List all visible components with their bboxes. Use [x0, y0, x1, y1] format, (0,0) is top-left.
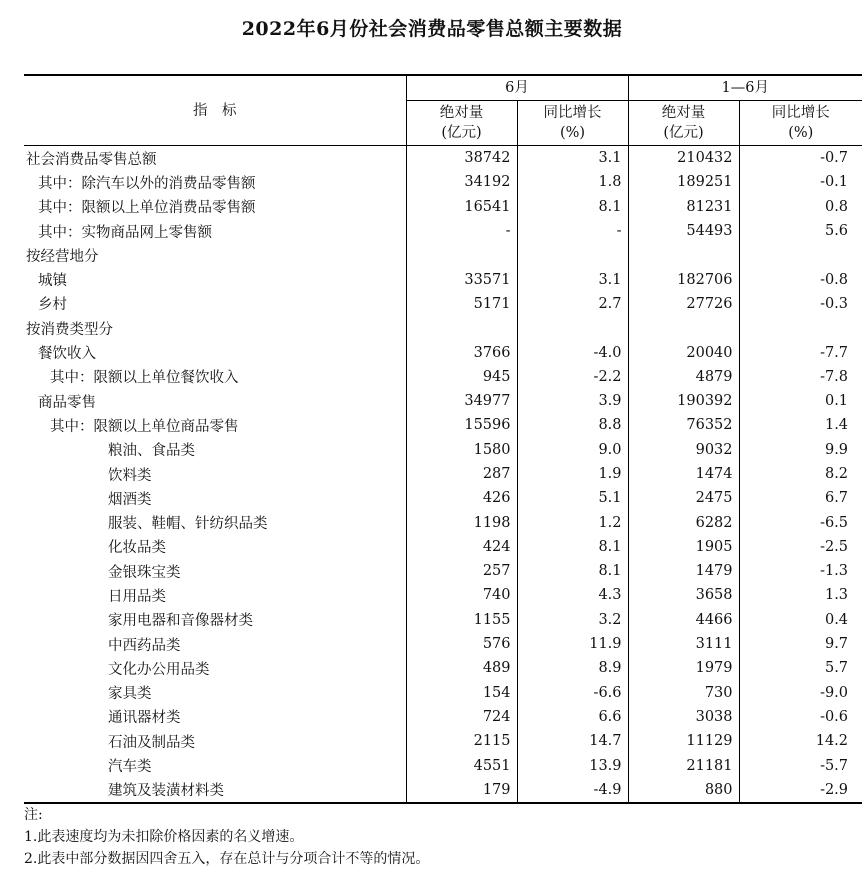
- june-abs-cell: [406, 243, 517, 267]
- ytd-yoy-cell: -6.5: [820, 514, 849, 531]
- table-row: [24, 656, 862, 680]
- june-abs-cell: 179: [406, 778, 517, 803]
- table-row: [24, 681, 862, 705]
- row-label: 按经营地分: [24, 243, 406, 267]
- june-abs-cell: 16541: [406, 195, 517, 219]
- ytd-yoy-cell: 8.2: [824, 466, 849, 482]
- june-yoy-cell: [517, 243, 628, 267]
- ytd-abs-cell: 11129: [628, 729, 739, 753]
- ytd-yoy-cell: [739, 243, 862, 267]
- june-abs-cell: 1155: [406, 608, 517, 632]
- june-yoy-cell: 11.9: [517, 632, 628, 656]
- row-label: 服装、鞋帽、针纺织品类: [24, 510, 406, 534]
- table-row: [24, 729, 862, 753]
- row-label: 饮料类: [24, 462, 406, 486]
- table-row: [24, 267, 862, 291]
- june-abs-cell: 740: [406, 583, 517, 607]
- june-yoy-cell: -4.0: [517, 340, 628, 364]
- june-abs-cell: 257: [406, 559, 517, 583]
- row-label: 通讯器材类: [24, 705, 406, 729]
- june-abs-cell: -: [406, 219, 517, 243]
- june-yoy-cell: 8.9: [517, 656, 628, 680]
- june-yoy-cell: 3.9: [517, 389, 628, 413]
- ytd-yoy-cell: -0.7: [820, 150, 849, 167]
- june-abs-cell: 34192: [406, 170, 517, 194]
- row-label: 石油及制品类: [24, 729, 406, 753]
- table-row: [24, 292, 862, 316]
- ytd-abs-cell: 6282: [628, 510, 739, 534]
- ytd-abs-cell: 21181: [628, 753, 739, 777]
- june-yoy-cell: 1.9: [517, 462, 628, 486]
- ytd-abs-cell: 3038: [628, 705, 739, 729]
- june-abs-cell: 3766: [406, 340, 517, 364]
- june-yoy-cell: 13.9: [517, 753, 628, 777]
- ytd-abs-cell: 730: [628, 681, 739, 705]
- ytd-abs-cell: 3111: [628, 632, 739, 656]
- june-abs-cell: 287: [406, 462, 517, 486]
- june-abs-cell: 154: [406, 681, 517, 705]
- note-1: 1.此表速度均为未扣除价格因素的名义增速。: [24, 829, 304, 845]
- ytd-abs-cell: 81231: [628, 195, 739, 219]
- table-row: [24, 219, 862, 243]
- page-title: 2022年6月份社会消费品零售总额主要数据: [241, 18, 623, 40]
- june-yoy-cell: 8.1: [517, 535, 628, 559]
- june-abs-cell: 424: [406, 535, 517, 559]
- row-label: 金银珠宝类: [24, 559, 406, 583]
- ytd-yoy-cell: 0.1: [824, 393, 849, 410]
- retail-sales-table: [24, 74, 862, 804]
- jan-jun-header: 1—6月: [628, 75, 862, 101]
- ytd-yoy-cell: -1.3: [820, 563, 849, 580]
- ytd-abs-cell: 189251: [628, 170, 739, 194]
- june-yoy-cell: 9.0: [517, 438, 628, 462]
- table-row: [24, 632, 862, 656]
- table-row: [24, 243, 862, 267]
- ytd-yoy-cell: -2.9: [739, 778, 862, 803]
- june-abs-header: 绝对量 (亿元): [406, 101, 517, 146]
- june-yoy-cell: -4.9: [517, 778, 628, 803]
- row-label: 中西药品类: [24, 632, 406, 656]
- june-abs-cell: 38742: [406, 146, 517, 171]
- june-yoy-cell: 6.6: [517, 705, 628, 729]
- table-row: [24, 608, 862, 632]
- ytd-abs-cell: [628, 243, 739, 267]
- table-row: [24, 583, 862, 607]
- ytd-abs-cell: 20040: [628, 340, 739, 364]
- june-yoy-cell: [517, 316, 628, 340]
- notes: [24, 804, 429, 870]
- row-label: 按消费类型分: [24, 316, 406, 340]
- ytd-yoy-cell: 0.4: [824, 611, 849, 628]
- ytd-yoy-cell: -0.8: [820, 271, 849, 288]
- table-row: [24, 778, 862, 803]
- ytd-abs-cell: 1479: [628, 559, 739, 583]
- june-abs-cell: [406, 316, 517, 340]
- table-row: [24, 195, 862, 219]
- june-yoy-cell: 8.1: [517, 559, 628, 583]
- ytd-abs-cell: 2475: [628, 486, 739, 510]
- june-yoy-cell: 8.1: [517, 195, 628, 219]
- ytd-yoy-cell: -7.7: [820, 344, 849, 361]
- table-row: [24, 438, 862, 462]
- table-row: [24, 486, 862, 510]
- row-label: 汽车类: [24, 753, 406, 777]
- june-abs-cell: 1580: [406, 438, 517, 462]
- row-label: 家具类: [24, 681, 406, 705]
- june-abs-cell: 576: [406, 632, 517, 656]
- june-abs-cell: 1198: [406, 510, 517, 534]
- row-label: 其中：实物商品网上零售额: [24, 219, 406, 243]
- ytd-abs-cell: 1979: [628, 656, 739, 680]
- june-yoy-cell: 4.3: [517, 583, 628, 607]
- table-body: [24, 146, 862, 804]
- june-abs-cell: 5171: [406, 292, 517, 316]
- ytd-yoy-cell: 9.7: [824, 636, 849, 653]
- ytd-yoy-cell: 0.8: [824, 198, 849, 215]
- row-label: 餐饮收入: [24, 340, 406, 364]
- ytd-abs-cell: 210432: [628, 146, 739, 171]
- row-label: 文化办公用品类: [24, 656, 406, 680]
- june-abs-cell: 2115: [406, 729, 517, 753]
- ytd-yoy-cell: 5.7: [824, 660, 849, 677]
- row-label: 其中：限额以上单位餐饮收入: [24, 365, 406, 389]
- ytd-abs-header: 绝对量 (亿元): [628, 101, 739, 146]
- note-2: 2.此表中部分数据因四舍五入，存在总计与分项合计不等的情况。: [24, 851, 430, 867]
- ytd-yoy-cell: 5.6: [824, 223, 849, 240]
- row-label: 社会消费品零售总额: [24, 146, 406, 171]
- june-abs-cell: 34977: [406, 389, 517, 413]
- table-row: [24, 413, 862, 437]
- ytd-abs-cell: 880: [628, 778, 739, 803]
- ytd-yoy-cell: -2.5: [820, 538, 849, 555]
- row-label: 粮油、食品类: [24, 438, 406, 462]
- ytd-abs-cell: [628, 316, 739, 340]
- june-abs-cell: 724: [406, 705, 517, 729]
- june-yoy-cell: 1.8: [517, 170, 628, 194]
- table-row: [24, 146, 862, 171]
- ytd-abs-cell: 1905: [628, 535, 739, 559]
- table-row: [24, 389, 862, 413]
- ytd-abs-cell: 27726: [628, 292, 739, 316]
- ytd-abs-cell: 54493: [628, 219, 739, 243]
- ytd-yoy-header: 同比增长 (%): [739, 101, 862, 146]
- june-yoy-header: 同比增长 (%): [517, 101, 628, 146]
- june-yoy-cell: 1.2: [517, 510, 628, 534]
- notes-label: 注:: [24, 807, 43, 823]
- table-row: [24, 559, 862, 583]
- row-label: 建筑及装潢材料类: [24, 778, 406, 803]
- row-label: 化妆品类: [24, 535, 406, 559]
- june-abs-cell: 489: [406, 656, 517, 680]
- ytd-yoy-cell: 9.9: [824, 441, 849, 458]
- row-label: 日用品类: [24, 583, 406, 607]
- ytd-yoy-cell: 14.2: [815, 733, 849, 750]
- june-yoy-cell: -: [517, 219, 628, 243]
- row-label: 其中：限额以上单位消费品零售额: [24, 195, 406, 219]
- june-yoy-cell: 3.1: [517, 146, 628, 171]
- ytd-yoy-cell: [739, 316, 862, 340]
- ytd-abs-cell: 76352: [628, 413, 739, 437]
- june-abs-cell: 426: [406, 486, 517, 510]
- june-yoy-cell: -2.2: [517, 365, 628, 389]
- row-label: 城镇: [24, 267, 406, 291]
- ytd-yoy-cell: -0.3: [820, 295, 849, 312]
- ytd-yoy-cell: 1.4: [824, 417, 849, 434]
- ytd-abs-cell: 4466: [628, 608, 739, 632]
- ytd-yoy-cell: -5.7: [820, 757, 849, 774]
- ytd-yoy-cell: -0.6: [820, 708, 849, 725]
- june-header: 6月: [406, 75, 628, 101]
- indicator-header: 指 标: [24, 75, 406, 146]
- ytd-abs-cell: 4879: [628, 365, 739, 389]
- table-row: [24, 510, 862, 534]
- row-label: 家用电器和音像器材类: [24, 608, 406, 632]
- table-row: [24, 170, 862, 194]
- ytd-abs-cell: 9032: [628, 438, 739, 462]
- june-abs-cell: 945: [406, 365, 517, 389]
- ytd-abs-cell: 182706: [628, 267, 739, 291]
- june-yoy-cell: 3.1: [517, 267, 628, 291]
- ytd-yoy-cell: -7.8: [820, 368, 849, 385]
- row-label: 烟酒类: [24, 486, 406, 510]
- ytd-yoy-cell: -9.0: [820, 684, 849, 701]
- table-row: [24, 705, 862, 729]
- ytd-abs-cell: 190392: [628, 389, 739, 413]
- ytd-yoy-cell: -0.1: [820, 174, 849, 191]
- table-row: [24, 535, 862, 559]
- table-row: [24, 753, 862, 777]
- ytd-abs-cell: 3658: [628, 583, 739, 607]
- june-yoy-cell: -6.6: [517, 681, 628, 705]
- june-abs-cell: 4551: [406, 753, 517, 777]
- june-yoy-cell: 5.1: [517, 486, 628, 510]
- ytd-yoy-cell: 1.3: [824, 587, 849, 604]
- june-yoy-cell: 2.7: [517, 292, 628, 316]
- june-abs-cell: 33571: [406, 267, 517, 291]
- row-label: 乡村: [24, 292, 406, 316]
- ytd-abs-cell: 1474: [628, 462, 739, 486]
- ytd-yoy-cell: 6.7: [824, 490, 849, 507]
- june-abs-cell: 15596: [406, 413, 517, 437]
- table-row: [24, 316, 862, 340]
- table-row: [24, 340, 862, 364]
- row-label: 商品零售: [24, 389, 406, 413]
- june-yoy-cell: 3.2: [517, 608, 628, 632]
- june-yoy-cell: 14.7: [517, 729, 628, 753]
- row-label: 其中：除汽车以外的消费品零售额: [24, 170, 406, 194]
- row-label: 其中：限额以上单位商品零售: [24, 413, 406, 437]
- table-row: [24, 462, 862, 486]
- june-yoy-cell: 8.8: [517, 413, 628, 437]
- table-row: [24, 365, 862, 389]
